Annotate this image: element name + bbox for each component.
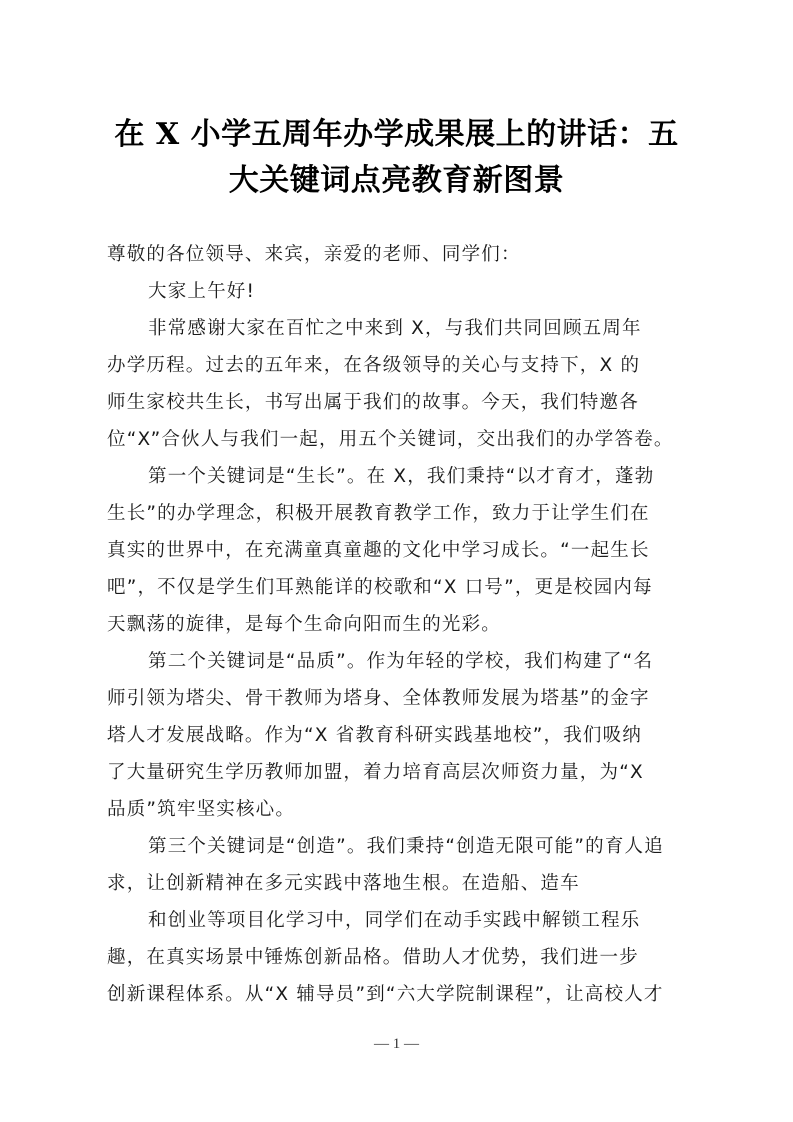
document-title [90,112,703,204]
body-line: 师引领为塔尖、骨干教师为塔身、全体教师发展为塔基”的金字 [107,688,650,709]
body-line: 真实的世界中，在充满童真童趣的文化中学习成长。“一起生长 [107,540,650,561]
body-line: 趣，在真实场景中锤炼创新品格。借助人才优势，我们进一步 [107,947,639,968]
body-line: 和创业等项目化学习中，同学们在动手实践中解锁工程乐 [148,910,641,931]
body-line: 塔人才发展战略。作为“X 省教育科研实践基地校”，我们吸纳 [107,725,643,746]
title-line: 大关键词点亮教育新图景 [228,163,565,198]
body-line: 办学历程。过去的五年来，在各级领导的关心与支持下，X 的 [107,355,641,376]
body-line: 非常感谢大家在百忙之中来到 X，与我们共同回顾五周年 [148,318,642,339]
body-line: 尊敬的各位领导、来宾，亲爱的老师、同学们： [107,244,521,265]
body-line: 位“X”合伙人与我们一起，用五个关键词，交出我们的办学答卷。 [107,429,674,450]
body-line: 天飘荡的旋律，是每个生命向阳而生的光彩。 [107,614,502,635]
body-line: 生长”的办学理念，积极开展教育教学工作，致力于让学生们在 [107,503,650,524]
body-line: 第三个关键词是“创造”。我们秉持“创造无限可能”的育人追 [148,836,664,857]
body-line: 创新课程体系。从“X 辅导员”到“六大学院制课程”，让高校人才 [107,984,664,1005]
body-line: 求，让创新精神在多元实践中落地生根。在造船、造车 [107,873,580,894]
page-number: — 1 — [374,1036,419,1052]
body-line: 了大量研究生学历教师加盟，着力培育高层次师资力量，为“X [107,762,644,783]
body-line: 师生家校共生长，书写出属于我们的故事。今天，我们特邀各 [107,392,639,413]
body-line: 大家上午好! [148,281,256,302]
body-line: 吧”，不仅是学生们耳熟能详的校歌和“X 口号”，更是校园内每 [107,577,653,598]
title-line: 在 X 小学五周年办学成果展上的讲话：五 [114,117,679,152]
body-line: 品质”筑牢坚实核心。 [107,799,296,820]
document-body [107,236,689,1013]
body-line: 第二个关键词是“品质”。作为年轻的学校，我们构建了“名 [148,651,654,672]
body-line: 第一个关键词是“生长”。在 X，我们秉持“以才育才，蓬勃 [148,466,655,487]
